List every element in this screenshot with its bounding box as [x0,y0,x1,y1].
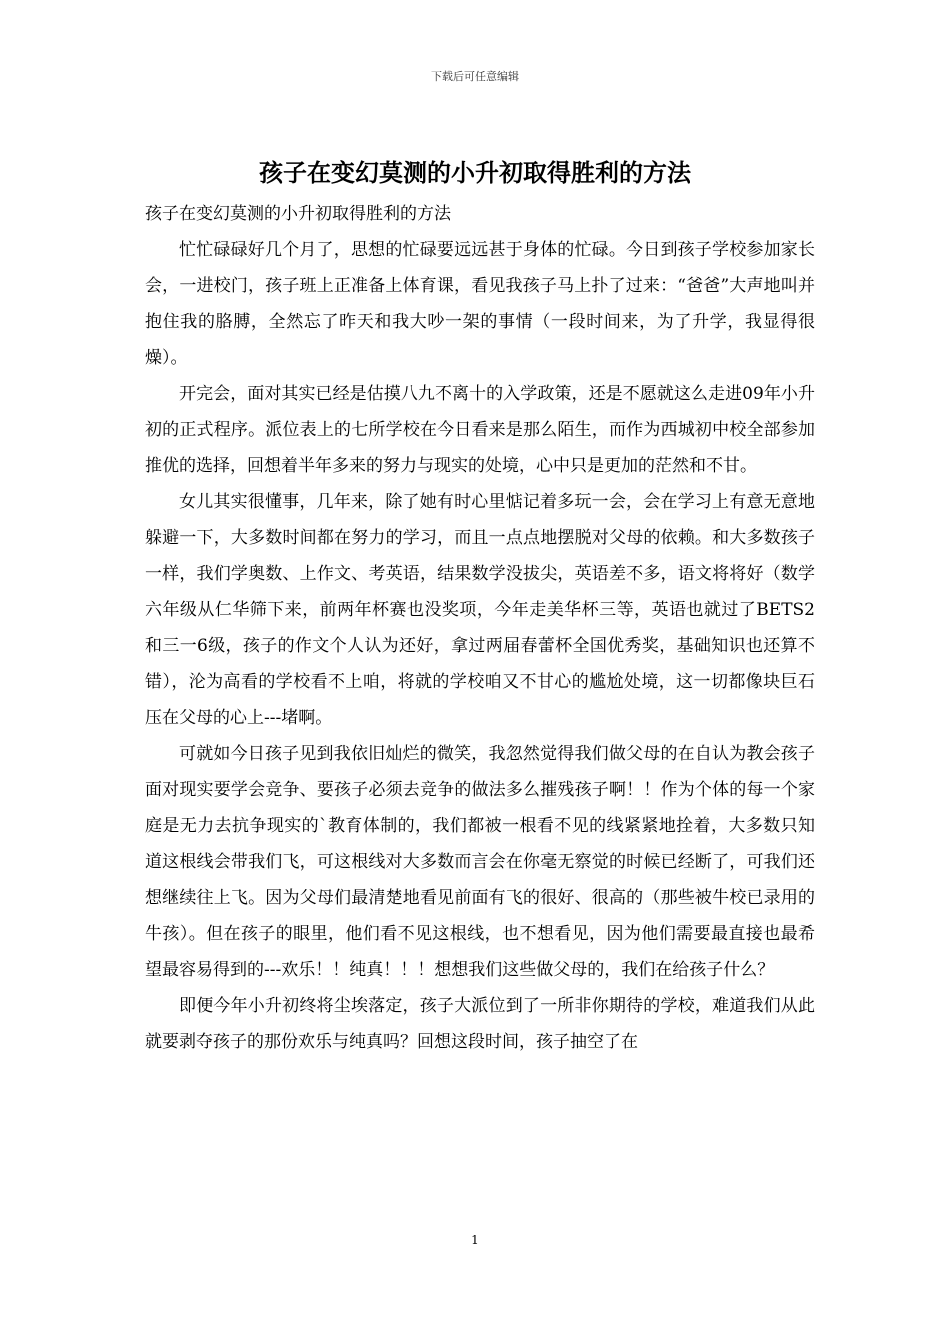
paragraph-5: 即便今年小升初终将尘埃落定，孩子大派位到了一所非你期待的学校，难道我们从此就要剥夺孩子的那份欢乐与纯真吗？回想这段时间，孩子抽空了在 [145,996,815,1052]
paragraph-2: 开完会，面对其实已经是估摸八九不离十的入学政策，还是不愿就这么走进09年小升初的正式程序。派位表上的七所学校在今日看来是那么陌生，而作为西城初中校全部参加推优的选择，回想着半年多来的努力与现实的处境，心中只是更加的茫然和不甘。 [145,384,815,476]
page-number: 1 [471,1233,479,1247]
document-subtitle: 孩子在变幻莫测的小升初取得胜利的方法 [145,204,451,224]
page-header-note: 下载后可任意编辑 [431,70,519,83]
paragraph-1: 忙忙碌碌好几个月了，思想的忙碌要远远甚于身体的忙碌。今日到孩子学校参加家长会，一进校门，孩子班上正准备上体育课，看见我孩子马上扑了过来：“爸爸”大声地叫并抱住我的胳膊，全然忘了昨天和我大吵一架的事情（一段时间来，为了升学，我显得很燥）。 [145,240,815,368]
document-body [145,196,815,1060]
paragraph-4: 可就如今日孩子见到我依旧灿烂的微笑，我忽然觉得我们做父母的在自认为教会孩子面对现实要学会竞争、要孩子必须去竞争的做法多么摧残孩子啊！！作为个体的每一个家庭是无力去抗争现实的`教育体制的，我们都被一根看不见的线紧紧地拴着，大多数只知道这根线会带我们飞，可这根线对大多数而言会在你毫无察觉的时候已经断了，可我们还想继续往上飞。因为父母们最清楚地看见前面有飞的很好、很高的（那些被牛校已录用的牛孩）。但在孩子的眼里，他们看不见这根线，也不想看见，因为他们需要最直接也最希望最容易得到的---欢乐！！纯真！！！想想我们这些做父母的，我们在给孩子什么？ [145,744,815,980]
document-title: 孩子在变幻莫测的小升初取得胜利的方法 [259,158,691,187]
paragraph-3: 女儿其实很懂事，几年来，除了她有时心里惦记着多玩一会，会在学习上有意无意地躲避一下，大多数时间都在努力的学习，而且一点点地摆脱对父母的依赖。和大多数孩子一样，我们学奥数、上作文、考英语，结果数学没拔尖，英语差不多，语文将将好（数学六年级从仁华筛下来，前两年杯赛也没奖项，今年走美华杯三等，英语也就过了BETS2和三一6级，孩子的作文个人认为还好，拿过两届春蕾杯全国优秀奖，基础知识也还算不错），沦为高看的学校看不上咱，将就的学校咱又不甘心的尴尬处境，这一切都像块巨石压在父母的心上---堵啊。 [145,492,815,728]
